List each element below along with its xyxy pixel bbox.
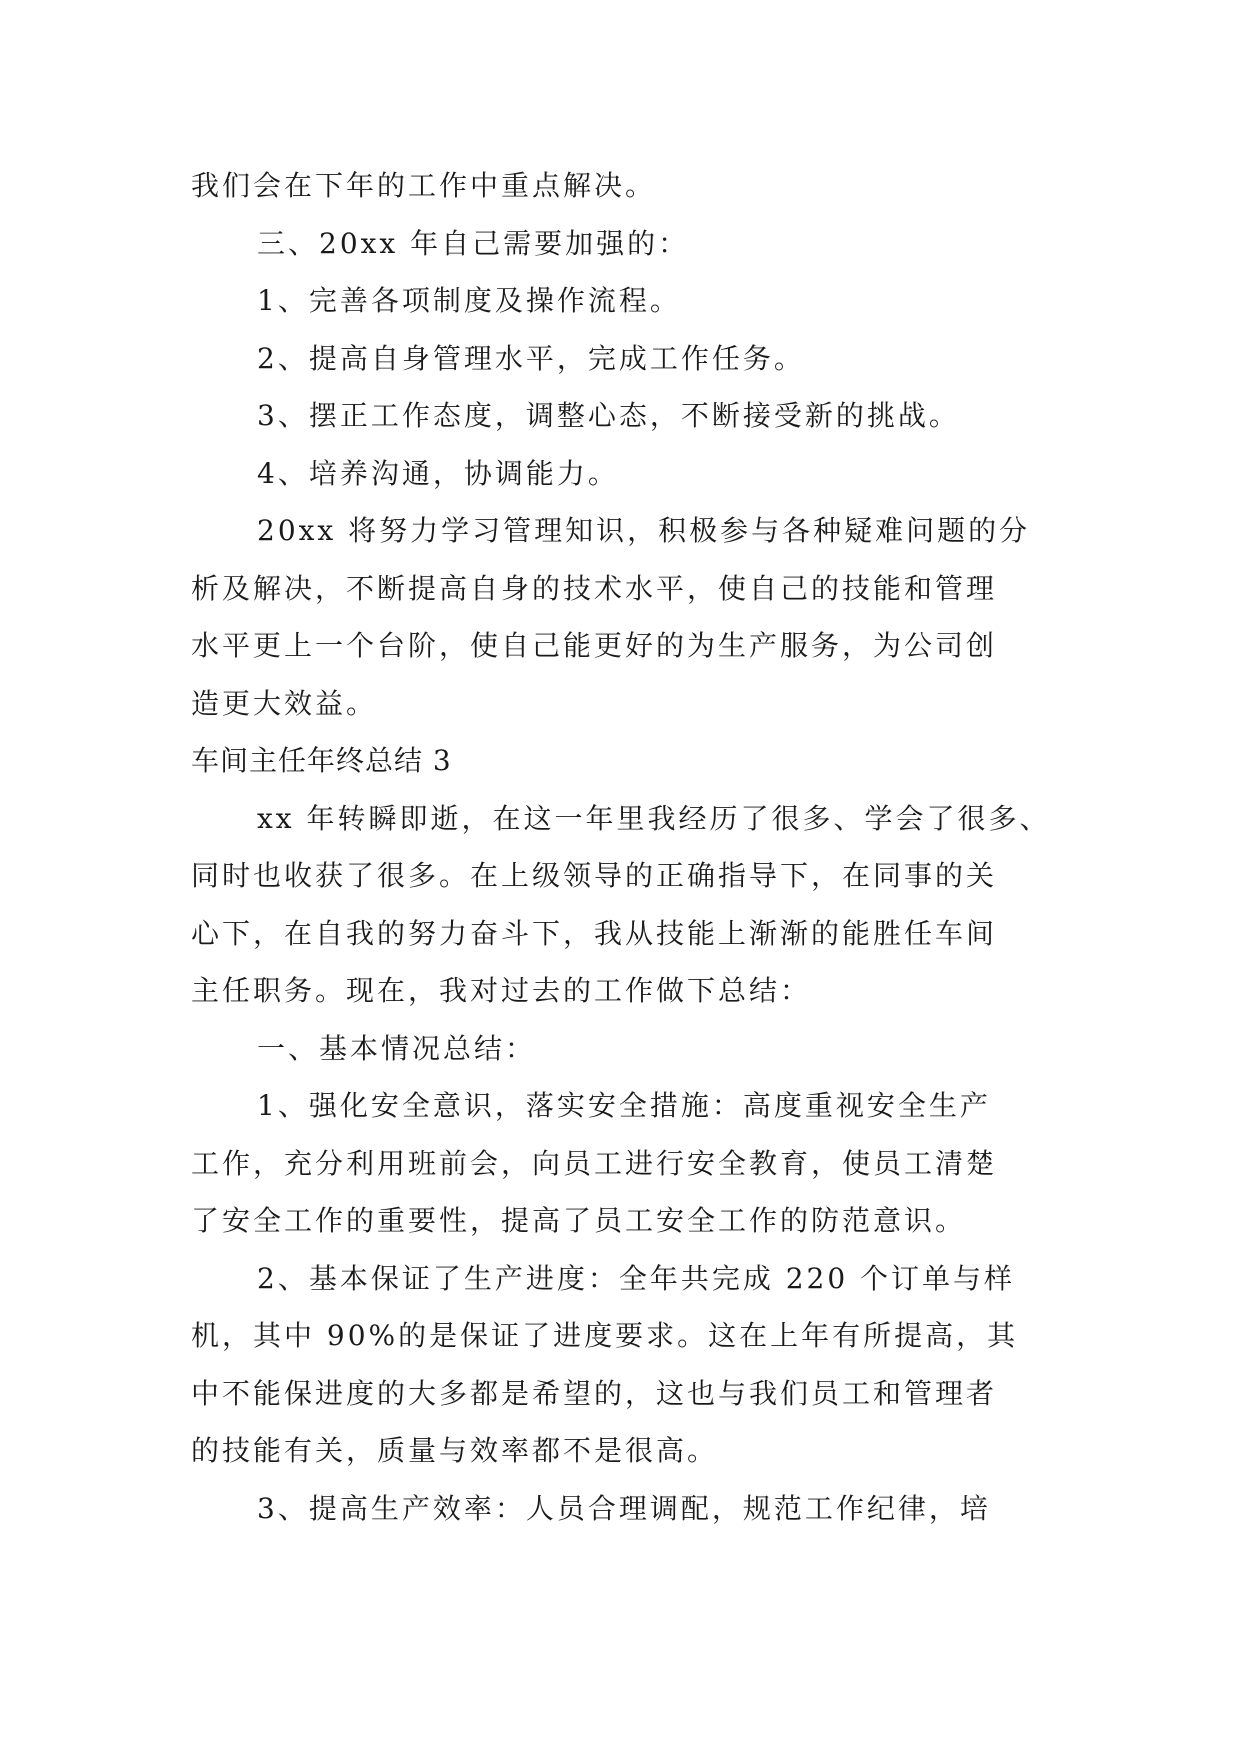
paragraph-line: 水平更上一个台阶，使自己能更好的为生产服务，为公司创: [191, 629, 998, 662]
paragraph-line: 工作，充分利用班前会，向员工进行安全教育，使员工清楚: [191, 1146, 998, 1180]
list-item: 3、摆正工作态度，调整心态，不断接受新的挑战。: [257, 399, 960, 432]
paragraph-line: 了安全工作的重要性，提高了员工安全工作的防范意识。: [191, 1204, 967, 1237]
paragraph-line: 的技能有关，质量与效率都不是很高。: [191, 1434, 719, 1467]
section-heading: 三、20xx 年自己需要加强的：: [257, 226, 690, 260]
paragraph-line: 3、提高生产效率：人员合理调配，规范工作纪律，培: [257, 1491, 991, 1525]
paragraph-line: 析及解决，不断提高自身的技术水平，使自己的技能和管理: [191, 571, 998, 605]
section-heading: 一、基本情况总结：: [257, 1031, 537, 1065]
paragraph-line: xx 年转瞬即逝，在这一年里我经历了很多、学会了很多、: [257, 801, 1051, 835]
paragraph-line: 主任职务。现在，我对过去的工作做下总结：: [191, 974, 812, 1007]
paragraph-line: 造更大效益。: [191, 686, 378, 720]
list-item: 4、培养沟通，协调能力。: [257, 456, 619, 490]
paragraph-line: 同时也收获了很多。在上级领导的正确指导下，在同事的关: [191, 859, 998, 892]
paragraph-line: 机，其中 90%的是保证了进度要求。这在上年有所提高，其: [191, 1319, 1019, 1352]
list-item: 1、完善各项制度及操作流程。: [257, 284, 681, 317]
paragraph-line: 我们会在下年的工作中重点解决。: [191, 169, 657, 202]
document-body: [191, 157, 1054, 1537]
list-item: 2、提高自身管理水平，完成工作任务。: [257, 341, 805, 375]
paragraph-line: 中不能保进度的大多都是希望的，这也与我们员工和管理者: [191, 1376, 998, 1410]
article-title: 车间主任年终总结 3: [191, 744, 452, 777]
paragraph-line: 20xx 将努力学习管理知识，积极参与各种疑难问题的分: [257, 514, 1031, 547]
paragraph-line: 2、基本保证了生产进度：全年共完成 220 个订单与样: [257, 1261, 1016, 1295]
paragraph-line: 心下，在自我的努力奋斗下，我从技能上渐渐的能胜任车间: [191, 916, 998, 950]
paragraph-line: 1、强化安全意识，落实安全措施：高度重视安全生产: [257, 1089, 991, 1122]
